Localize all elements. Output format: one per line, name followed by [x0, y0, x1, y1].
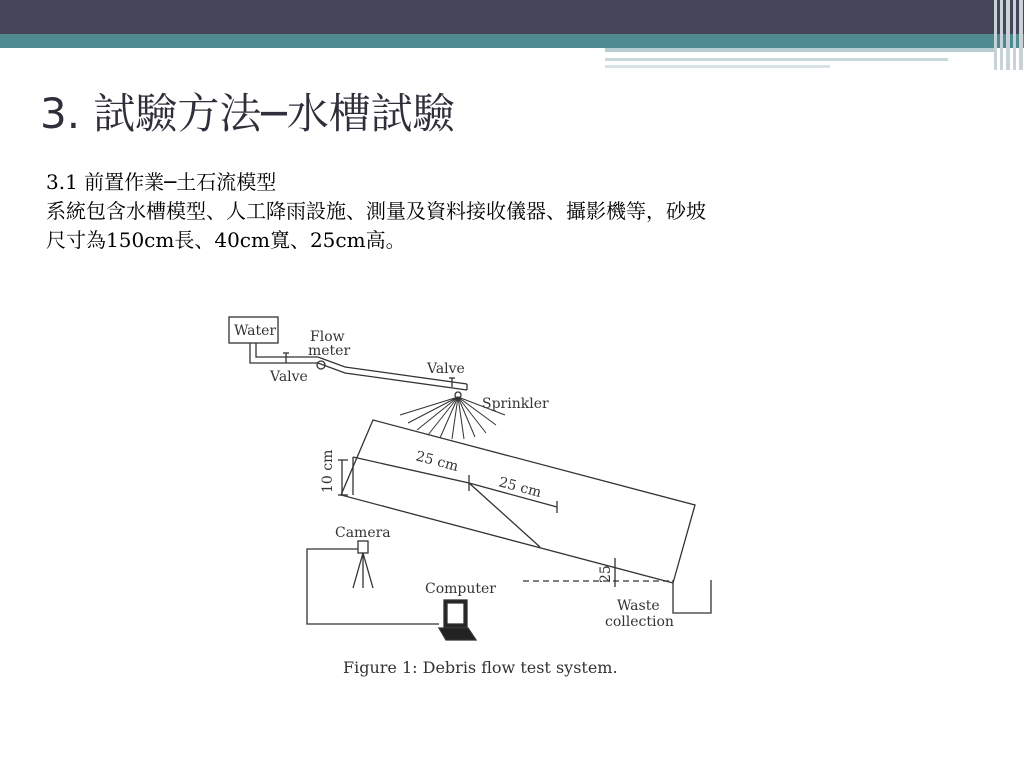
header-accent-line: [605, 65, 830, 68]
debris-flow-diagram: [220, 305, 720, 655]
label-dimension: 25 cm: [496, 474, 544, 502]
camera-icon: [358, 541, 368, 553]
header-teal-bar: [0, 34, 1024, 48]
label-dimension: 10 cm: [320, 449, 336, 493]
header-vertical-stripes: [994, 0, 1024, 70]
header-accent-line: [605, 48, 995, 52]
label-sprinkler: Sprinkler: [482, 396, 549, 412]
body-line: 尺寸為150cm長、40cm寬、25cm高。: [46, 228, 406, 252]
label-computer: Computer: [425, 581, 496, 597]
waste-bin: [673, 580, 711, 613]
section-heading: 3.1 前置作業─土石流模型: [46, 170, 277, 194]
label-valve: Valve: [427, 361, 465, 377]
label-camera: Camera: [335, 525, 391, 541]
label-flow: Flow: [310, 329, 345, 345]
header-dark-bar: [0, 0, 1024, 34]
label-waste: Waste: [617, 598, 660, 614]
flume-box: [341, 420, 695, 583]
label-collection: collection: [605, 614, 674, 630]
label-dimension: 25: [598, 565, 614, 583]
label-meter: meter: [308, 343, 351, 359]
label-valve: Valve: [270, 369, 308, 385]
label-dimension: 25 cm: [413, 448, 461, 476]
slide-title: 3. 試驗方法─水槽試驗: [40, 89, 455, 138]
body-line: 系統包含水槽模型、人工降雨設施、測量及資料接收儀器、攝影機等，砂坡: [46, 199, 706, 223]
slide-body: [46, 168, 706, 255]
figure-caption: Figure 1: Debris flow test system.: [343, 658, 618, 677]
header-accent-line: [605, 58, 948, 61]
label-water: Water: [234, 323, 277, 339]
